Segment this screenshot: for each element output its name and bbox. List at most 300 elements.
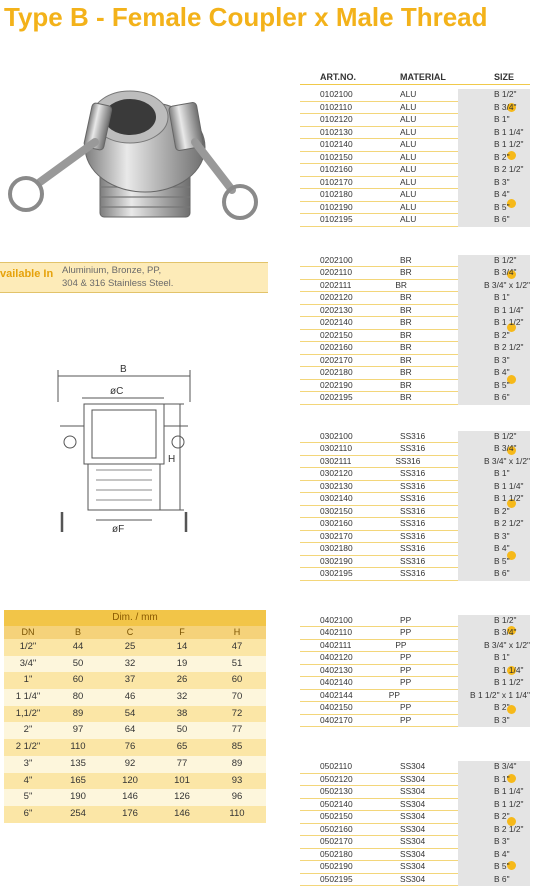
size-cell: B 3/4" x 1/2" <box>458 640 530 652</box>
size-cell: B 2" <box>468 330 530 342</box>
size-cell: B 2 1/2" <box>468 164 530 176</box>
dimension-header-cell: DN <box>4 626 52 639</box>
article-number: 0102170 <box>300 177 380 189</box>
article-number: 0302120 <box>300 468 380 480</box>
dimension-cell: 93 <box>208 773 266 790</box>
article-row <box>300 786 530 799</box>
dimension-cell: 146 <box>104 789 156 806</box>
article-row <box>300 189 530 202</box>
material-cell: BR <box>380 392 468 404</box>
material-cell: SS316 <box>380 431 468 443</box>
dimension-cell: 60 <box>208 672 266 689</box>
article-number: 0102150 <box>300 152 380 164</box>
article-row <box>300 342 530 355</box>
article-number: 0102110 <box>300 102 380 114</box>
dimension-cell: 1/2" <box>4 639 52 656</box>
article-number: 0402140 <box>300 677 380 689</box>
size-cell: B 3/4" <box>468 761 530 773</box>
article-number: 0102130 <box>300 127 380 139</box>
dimension-row <box>4 706 266 723</box>
dimension-cell: 77 <box>156 756 208 773</box>
material-cell: ALU <box>380 152 468 164</box>
article-number: 0102160 <box>300 164 380 176</box>
dimension-cell: 3/4" <box>4 656 52 673</box>
article-group <box>300 431 530 581</box>
size-cell: B 1" <box>468 652 530 664</box>
dimension-cell: 46 <box>104 689 156 706</box>
size-cell: B 1/2" <box>468 615 530 627</box>
article-number: 0302110 <box>300 443 380 455</box>
dim-label-c: øC <box>110 386 123 397</box>
size-cell: B 2 1/2" <box>468 342 530 354</box>
material-cell: SS304 <box>380 836 468 848</box>
material-cell: BR <box>380 380 468 392</box>
article-number: 0502180 <box>300 849 380 861</box>
article-row <box>300 824 530 837</box>
size-cell: B 1" <box>468 114 530 126</box>
article-number: 0402120 <box>300 652 380 664</box>
dimension-cell: 37 <box>104 672 156 689</box>
size-cell: B 1 1/2" <box>468 317 530 329</box>
size-cell: B 5" <box>468 202 530 214</box>
size-cell: B 4" <box>468 849 530 861</box>
article-row <box>300 152 530 165</box>
article-row <box>300 114 530 127</box>
size-cell: B 3" <box>468 836 530 848</box>
material-cell: BR <box>380 342 468 354</box>
dimension-cell: 60 <box>52 672 104 689</box>
material-cell: SS316 <box>380 443 468 455</box>
article-number: 0302190 <box>300 556 380 568</box>
material-cell: SS316 <box>380 481 468 493</box>
material-cell: ALU <box>380 177 468 189</box>
available-line-2: 304 & 316 Stainless Steel. <box>62 277 173 290</box>
material-cell: ALU <box>380 214 468 226</box>
article-row <box>300 280 530 293</box>
article-number: 0402100 <box>300 615 380 627</box>
material-cell: SS304 <box>380 824 468 836</box>
material-cell: SS316 <box>375 456 458 468</box>
article-number: 0502120 <box>300 774 380 786</box>
size-cell: B 2 1/2" <box>468 824 530 836</box>
article-group <box>300 255 530 405</box>
dimension-cell: 54 <box>104 706 156 723</box>
article-number: 0402144 <box>300 690 369 702</box>
article-number: 0202130 <box>300 305 380 317</box>
size-cell: B 1/2" <box>468 431 530 443</box>
material-cell: BR <box>380 292 468 304</box>
size-cell: B 1 1/2" <box>468 139 530 151</box>
size-cell: B 1 1/2" x 1 1/4" <box>444 690 530 702</box>
material-cell: SS316 <box>380 468 468 480</box>
size-cell: B 3/4" <box>468 443 530 455</box>
article-row <box>300 627 530 640</box>
article-group <box>300 89 530 227</box>
material-cell: PP <box>369 690 444 702</box>
dimension-cell: 89 <box>52 706 104 723</box>
article-number: 0102120 <box>300 114 380 126</box>
material-cell: ALU <box>380 102 468 114</box>
size-cell: B 1 1/4" <box>468 665 530 677</box>
article-number: 0502160 <box>300 824 380 836</box>
article-number: 0302150 <box>300 506 380 518</box>
article-row <box>300 431 530 444</box>
dimension-row <box>4 739 266 756</box>
article-row <box>300 443 530 456</box>
dimension-cell: 2 1/2" <box>4 739 52 756</box>
dimension-cell: 3" <box>4 756 52 773</box>
size-cell: B 1" <box>468 774 530 786</box>
article-row <box>300 481 530 494</box>
article-number: 0302170 <box>300 531 380 543</box>
article-row <box>300 556 530 569</box>
dimension-row <box>4 773 266 790</box>
dimension-cell: 32 <box>156 689 208 706</box>
size-cell: B 3/4" <box>468 102 530 114</box>
material-cell: SS316 <box>380 493 468 505</box>
article-row <box>300 367 530 380</box>
dimension-cell: 14 <box>156 639 208 656</box>
size-cell: B 1 1/2" <box>468 493 530 505</box>
material-cell: SS316 <box>380 543 468 555</box>
article-row <box>300 715 530 728</box>
dimension-cell: 65 <box>156 739 208 756</box>
article-number: 0202111 <box>300 280 375 292</box>
article-row <box>300 690 530 703</box>
dimension-cell: 51 <box>208 656 266 673</box>
dimension-cell: 4" <box>4 773 52 790</box>
dimension-cell: 92 <box>104 756 156 773</box>
article-row <box>300 640 530 653</box>
dimension-cell: 110 <box>52 739 104 756</box>
size-cell: B 3" <box>468 355 530 367</box>
dimension-cell: 190 <box>52 789 104 806</box>
material-cell: PP <box>380 677 468 689</box>
material-cell: PP <box>380 715 468 727</box>
article-list <box>300 72 530 886</box>
size-cell: B 3/4" x 1/2" <box>458 456 530 468</box>
dimension-cell: 32 <box>104 656 156 673</box>
size-cell: B 3" <box>468 177 530 189</box>
size-cell: B 1 1/2" <box>468 677 530 689</box>
article-row <box>300 89 530 102</box>
material-cell: BR <box>380 255 468 267</box>
dimension-cell: 135 <box>52 756 104 773</box>
dimension-cell: 25 <box>104 639 156 656</box>
article-number: 0502195 <box>300 874 380 886</box>
size-cell: B 1/2" <box>468 89 530 101</box>
size-cell: B 2" <box>468 702 530 714</box>
article-row <box>300 531 530 544</box>
material-cell: ALU <box>380 89 468 101</box>
article-group <box>300 761 530 886</box>
dimension-cell: 2" <box>4 722 52 739</box>
article-number: 0202120 <box>300 292 380 304</box>
article-row <box>300 456 530 469</box>
dimension-cell: 70 <box>208 689 266 706</box>
article-row <box>300 330 530 343</box>
dimension-cell: 254 <box>52 806 104 823</box>
dimension-cell: 110 <box>208 806 266 823</box>
page-title: Type B - Female Coupler x Male Thread <box>0 0 545 40</box>
dimension-cell: 6" <box>4 806 52 823</box>
article-row <box>300 836 530 849</box>
article-number: 0202180 <box>300 367 380 379</box>
dimension-cell: 5" <box>4 789 52 806</box>
dimension-cell: 72 <box>208 706 266 723</box>
article-number: 0302180 <box>300 543 380 555</box>
article-number: 0402170 <box>300 715 380 727</box>
size-cell: B 1" <box>468 468 530 480</box>
article-number: 0202190 <box>300 380 380 392</box>
article-row <box>300 506 530 519</box>
article-number: 0202195 <box>300 392 380 404</box>
article-row <box>300 568 530 581</box>
size-cell: B 1 1/4" <box>468 127 530 139</box>
dimension-cell: 1" <box>4 672 52 689</box>
size-cell: B 1 1/2" <box>468 799 530 811</box>
article-row <box>300 677 530 690</box>
article-number: 0102100 <box>300 89 380 101</box>
article-number: 0502140 <box>300 799 380 811</box>
article-row <box>300 177 530 190</box>
article-number: 0502130 <box>300 786 380 798</box>
dimension-cell: 96 <box>208 789 266 806</box>
article-row <box>300 761 530 774</box>
material-cell: PP <box>380 627 468 639</box>
size-cell: B 6" <box>468 568 530 580</box>
dimension-cell: 120 <box>104 773 156 790</box>
material-cell: BR <box>380 330 468 342</box>
article-number: 0402150 <box>300 702 380 714</box>
dimension-cell: 26 <box>156 672 208 689</box>
article-number: 0502170 <box>300 836 380 848</box>
article-row <box>300 214 530 227</box>
dim-label-h: H <box>168 454 175 465</box>
article-number: 0302195 <box>300 568 380 580</box>
article-row <box>300 317 530 330</box>
size-cell: B 1/2" <box>468 255 530 267</box>
material-cell: SS304 <box>380 861 468 873</box>
article-number: 0202100 <box>300 255 380 267</box>
size-cell: B 1 1/4" <box>468 786 530 798</box>
article-number: 0402111 <box>300 640 375 652</box>
article-number: 0302160 <box>300 518 380 530</box>
size-cell: B 5" <box>468 380 530 392</box>
header-material: MATERIAL <box>380 72 468 83</box>
dimension-cell: 146 <box>156 806 208 823</box>
article-row <box>300 355 530 368</box>
article-row <box>300 468 530 481</box>
dimension-header-cell: B <box>52 626 104 639</box>
article-row <box>300 615 530 628</box>
article-number: 0102140 <box>300 139 380 151</box>
material-cell: BR <box>380 317 468 329</box>
dimension-cell: 1,1/2" <box>4 706 52 723</box>
size-cell: B 6" <box>468 874 530 886</box>
article-row <box>300 139 530 152</box>
size-cell: B 1 1/4" <box>468 305 530 317</box>
article-number: 0502110 <box>300 761 380 773</box>
article-groups <box>300 89 530 886</box>
size-cell: B 1" <box>468 292 530 304</box>
size-cell: B 2 1/2" <box>468 518 530 530</box>
article-row <box>300 652 530 665</box>
article-row <box>300 543 530 556</box>
material-cell: ALU <box>380 127 468 139</box>
dimension-row <box>4 756 266 773</box>
dimension-cell: 50 <box>156 722 208 739</box>
dimension-row <box>4 656 266 673</box>
header-size: SIZE <box>468 72 530 83</box>
dim-label-f: øF <box>112 524 124 535</box>
material-cell: PP <box>380 615 468 627</box>
dimension-table <box>4 610 266 823</box>
article-row <box>300 267 530 280</box>
dimension-cell: 44 <box>52 639 104 656</box>
article-number: 0202170 <box>300 355 380 367</box>
size-cell: B 3" <box>468 715 530 727</box>
dimension-row <box>4 672 266 689</box>
article-row <box>300 305 530 318</box>
dimension-cell: 101 <box>156 773 208 790</box>
dimension-row <box>4 639 266 656</box>
size-cell: B 4" <box>468 367 530 379</box>
coupler-photo <box>0 62 272 234</box>
dimension-body <box>4 639 266 823</box>
material-cell: PP <box>380 652 468 664</box>
article-row <box>300 702 530 715</box>
material-cell: BR <box>380 305 468 317</box>
article-number: 0502190 <box>300 861 380 873</box>
size-cell: B 2" <box>468 506 530 518</box>
article-number: 0302111 <box>300 456 375 468</box>
size-cell: B 2" <box>468 811 530 823</box>
material-cell: SS316 <box>380 506 468 518</box>
material-cell: PP <box>375 640 458 652</box>
material-cell: BR <box>380 367 468 379</box>
article-row <box>300 665 530 678</box>
dimension-header-row <box>4 626 266 639</box>
dimension-cell: 47 <box>208 639 266 656</box>
article-row <box>300 774 530 787</box>
material-cell: ALU <box>380 114 468 126</box>
dimension-header-cell: H <box>208 626 266 639</box>
article-number: 0202160 <box>300 342 380 354</box>
article-number: 0202140 <box>300 317 380 329</box>
dimension-row <box>4 689 266 706</box>
material-cell: BR <box>380 267 468 279</box>
article-row <box>300 811 530 824</box>
article-row <box>300 164 530 177</box>
dimension-caption: Dim. / mm <box>4 610 266 626</box>
dimension-cell: 97 <box>52 722 104 739</box>
material-cell: SS304 <box>380 786 468 798</box>
article-number: 0102190 <box>300 202 380 214</box>
dimension-cell: 38 <box>156 706 208 723</box>
article-row <box>300 849 530 862</box>
material-cell: SS304 <box>380 811 468 823</box>
dimension-cell: 77 <box>208 722 266 739</box>
article-row <box>300 874 530 886</box>
article-number: 0302130 <box>300 481 380 493</box>
material-cell: BR <box>375 280 458 292</box>
article-row <box>300 380 530 393</box>
material-cell: ALU <box>380 189 468 201</box>
material-cell: ALU <box>380 164 468 176</box>
technical-drawing <box>40 362 210 552</box>
article-row <box>300 861 530 874</box>
article-number: 0302100 <box>300 431 380 443</box>
article-row <box>300 799 530 812</box>
article-row <box>300 392 530 405</box>
size-cell: B 3/4" <box>468 267 530 279</box>
size-cell: B 5" <box>468 556 530 568</box>
dimension-cell: 50 <box>52 656 104 673</box>
size-cell: B 4" <box>468 189 530 201</box>
size-cell: B 3/4" x 1/2" <box>458 280 530 292</box>
material-cell: SS316 <box>380 518 468 530</box>
article-number: 0202110 <box>300 267 380 279</box>
size-cell: B 6" <box>468 392 530 404</box>
material-cell: SS304 <box>380 774 468 786</box>
article-number: 0202150 <box>300 330 380 342</box>
material-cell: SS304 <box>380 849 468 861</box>
size-cell: B 3" <box>468 531 530 543</box>
article-number: 0502150 <box>300 811 380 823</box>
material-cell: BR <box>380 355 468 367</box>
material-cell: SS304 <box>380 874 468 886</box>
dim-label-b: B <box>120 364 127 375</box>
article-row <box>300 202 530 215</box>
available-line-1: Aluminium, Bronze, PP, <box>62 264 173 277</box>
article-row <box>300 493 530 506</box>
size-cell: B 2" <box>468 152 530 164</box>
material-cell: SS316 <box>380 531 468 543</box>
article-number: 0302140 <box>300 493 380 505</box>
dimension-row <box>4 806 266 823</box>
article-group <box>300 615 530 728</box>
dimension-cell: 1 1/4" <box>4 689 52 706</box>
size-cell: B 6" <box>468 214 530 226</box>
dimension-cell: 126 <box>156 789 208 806</box>
material-cell: ALU <box>380 202 468 214</box>
size-cell: B 4" <box>468 543 530 555</box>
article-row <box>300 292 530 305</box>
article-list-header <box>300 72 530 85</box>
article-row <box>300 127 530 140</box>
dimension-cell: 64 <box>104 722 156 739</box>
dimension-cell: 85 <box>208 739 266 756</box>
dimension-row <box>4 789 266 806</box>
size-cell: B 3/4" <box>468 627 530 639</box>
material-cell: PP <box>380 702 468 714</box>
dimension-cell: 89 <box>208 756 266 773</box>
article-number: 0402130 <box>300 665 380 677</box>
dimension-cell: 165 <box>52 773 104 790</box>
dimension-cell: 80 <box>52 689 104 706</box>
dimension-cell: 176 <box>104 806 156 823</box>
dimension-header-cell: F <box>156 626 208 639</box>
article-number: 0102180 <box>300 189 380 201</box>
article-row <box>300 255 530 268</box>
header-art-no: ART.NO. <box>300 72 380 83</box>
material-cell: SS304 <box>380 799 468 811</box>
material-cell: SS316 <box>380 568 468 580</box>
article-number: 0102195 <box>300 214 380 226</box>
available-in-label: vailable In <box>0 268 53 280</box>
article-number: 0402110 <box>300 627 380 639</box>
